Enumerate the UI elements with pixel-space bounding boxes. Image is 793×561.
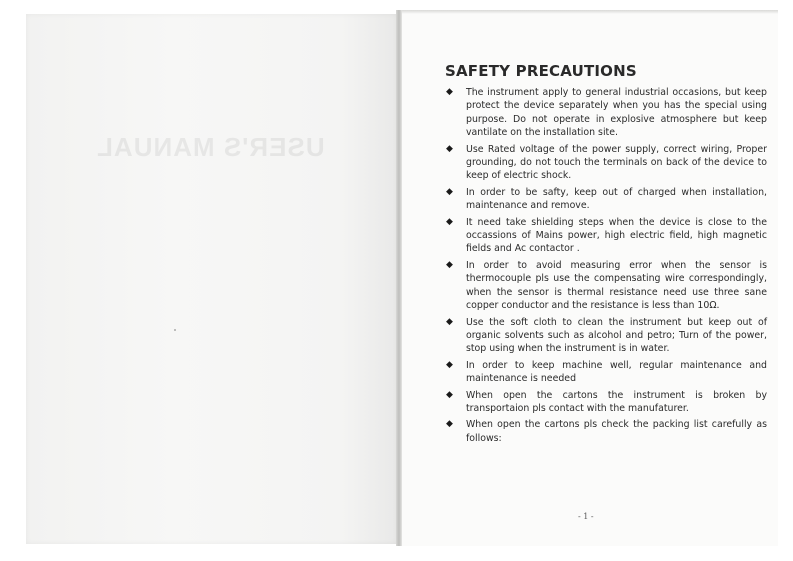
diamond-bullet-icon: ◆ bbox=[446, 419, 453, 430]
list-item bbox=[445, 316, 767, 356]
list-item-text: Use Rated voltage of the power supply, correct wiring, Proper grounding, do not touch the terminals on back of the device to keep of electric shock. bbox=[466, 143, 767, 182]
diamond-bullet-icon: ◆ bbox=[446, 87, 453, 97]
list-item bbox=[445, 259, 767, 313]
left-page bbox=[26, 14, 397, 544]
page-top-edge bbox=[402, 10, 778, 14]
list-item-text: It need take shielding steps when the device is close to the occassions of Mains power, high electric field, high magnetic fields and Ac contactor . bbox=[466, 216, 767, 255]
list-item-text: In order to be safty, keep out of charged when installation, maintenance and remove. bbox=[466, 186, 767, 212]
list-item-text: The instrument apply to general industrial occasions, but keep protect the device separately when you has the special using purpose. Do not operate in explosive atmosphere but keep vantilate on the installation site. bbox=[466, 87, 767, 139]
diamond-bullet-icon: ◆ bbox=[446, 259, 453, 270]
list-item-text: In order to keep machine well, regular maintenance and maintenance is needed bbox=[466, 359, 767, 385]
diamond-bullet-icon: ◆ bbox=[446, 359, 453, 370]
diamond-bullet-icon: ◆ bbox=[446, 316, 453, 327]
list-item bbox=[445, 143, 767, 183]
list-item bbox=[445, 389, 767, 416]
diamond-bullet-icon: ◆ bbox=[446, 389, 453, 400]
list-item bbox=[445, 418, 767, 445]
scan-speck bbox=[174, 329, 176, 331]
list-item bbox=[445, 186, 767, 213]
precautions-list bbox=[445, 86, 767, 445]
list-item bbox=[445, 86, 767, 140]
list-item bbox=[445, 359, 767, 386]
safety-section bbox=[445, 61, 767, 448]
diamond-bullet-icon: ◆ bbox=[446, 216, 453, 227]
list-item-text: When open the cartons the instrument is broken by transportaion pls contact with the manufaturer. bbox=[466, 389, 767, 414]
list-item-text: When open the cartons pls check the packing list carefully as follows: bbox=[466, 419, 767, 444]
list-item bbox=[445, 216, 767, 256]
list-item-text: In order to avoid measuring error when the sensor is thermocouple pls use the compensating wire correspondingly, when the sensor is thermal resistance need use three sane copper conductor and the resistance is less than 10Ω. bbox=[466, 259, 767, 312]
diamond-bullet-icon: ◆ bbox=[446, 186, 453, 197]
list-item-text: Use the soft cloth to clean the instrument but keep out of organic solvents such as alcohol and petro; Turn of the power, stop using when the instrument is in water. bbox=[466, 316, 767, 355]
show-through-title: USER'S MANUAL bbox=[96, 132, 325, 162]
page-title: SAFETY PRECAUTIONS bbox=[445, 62, 637, 80]
diamond-bullet-icon: ◆ bbox=[446, 143, 453, 154]
page-number: - 1 - bbox=[578, 512, 594, 521]
